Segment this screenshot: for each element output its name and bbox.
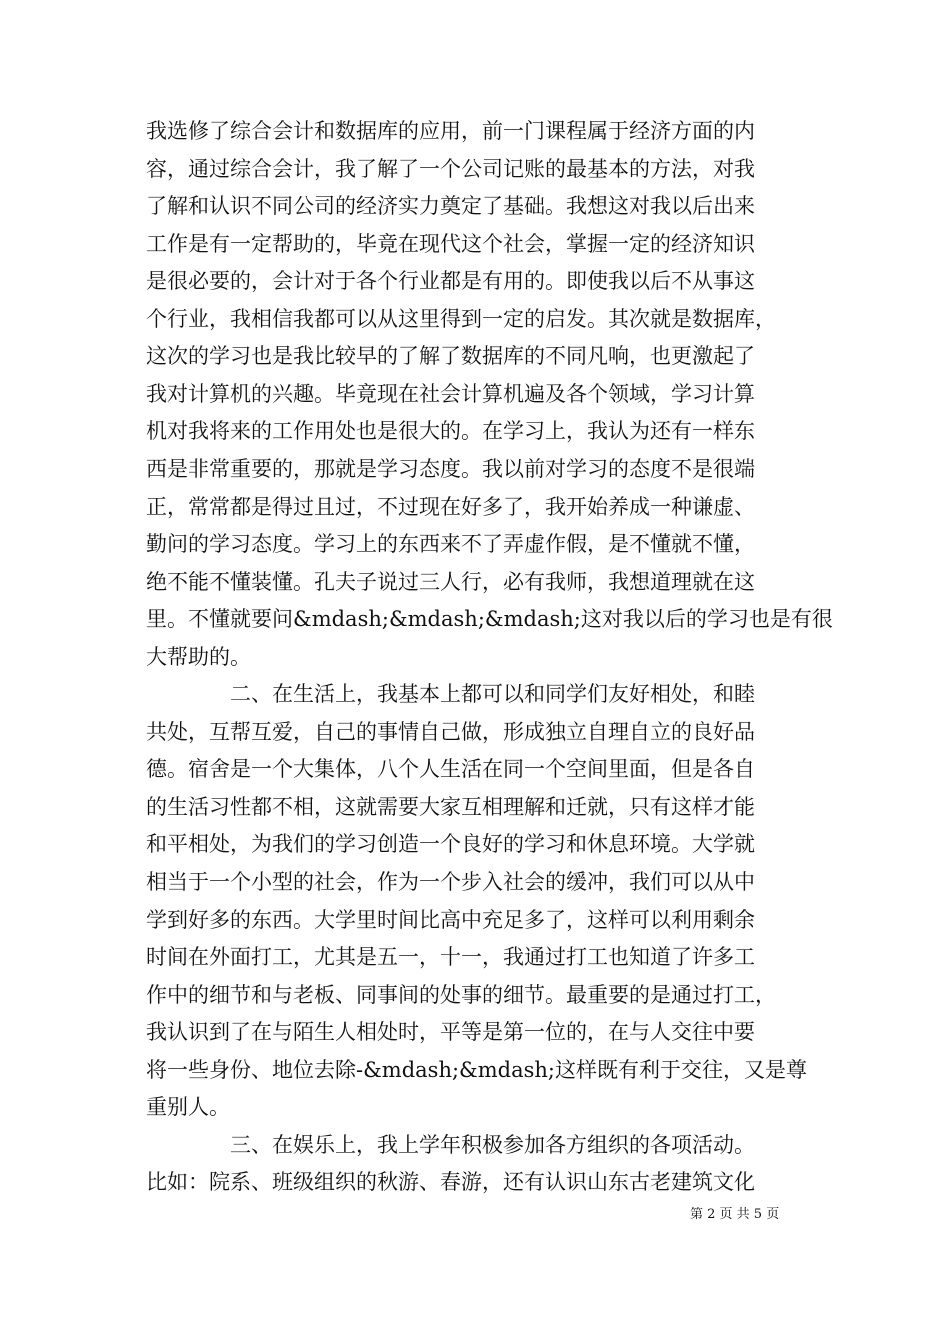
text-line: 学到好多的东西。大学里时间比高中充足多了，这样可以利用剩余: [146, 908, 755, 932]
text-line: 容，通过综合会计，我了解了一个公司记账的最基本的方法，对我: [146, 157, 755, 181]
text-line: 作中的细节和与老板、同事间的处事的细节。最重要的是通过打工，: [146, 983, 776, 1007]
text-line: 绝不能不懂装懂。孔夫子说过三人行，必有我师，我想道理就在这: [146, 570, 755, 594]
text-line: 重别人。: [146, 1095, 230, 1119]
text-line: 共处，互帮互爱，自己的事情自己做，形成独立自理自立的良好品: [146, 720, 755, 744]
page-footer: 第 2 页 共 5 页: [690, 1207, 780, 1222]
text-line: 我对计算机的兴趣。毕竟现在社会计算机遍及各个领域，学习计算: [146, 382, 755, 406]
text-line: 勤问的学习态度。学习上的东西来不了弄虚作假，是不懂就不懂，: [146, 532, 755, 556]
text-line: 个行业，我相信我都可以从这里得到一定的启发。其次就是数据库，: [146, 307, 776, 331]
text-line: 相当于一个小型的社会，作为一个步入社会的缓冲，我们可以从中: [146, 870, 755, 894]
text-line: 这次的学习也是我比较早的了解了数据库的不同凡响，也更激起了: [146, 344, 755, 368]
text-line: 大帮助的。: [146, 645, 251, 669]
text-line: 了解和认识不同公司的经济实力奠定了基础。我想这对我以后出来: [146, 194, 755, 218]
text-line: 将一些身份、地位去除-&mdash;&mdash;这样既有利于交往，又是尊: [146, 1058, 807, 1082]
text-line: 的生活习性都不相，这就需要大家互相理解和迁就，只有这样才能: [146, 795, 755, 819]
text-line: 德。宿舍是一个大集体，八个人生活在同一个空间里面，但是各自: [146, 757, 755, 781]
text-line: 我选修了综合会计和数据库的应用，前一门课程属于经济方面的内: [146, 119, 755, 143]
text-line: 机对我将来的工作用处也是很大的。在学习上，我认为还有一样东: [146, 419, 755, 443]
text-line: 我认识到了在与陌生人相处时，平等是第一位的，在与人交往中要: [146, 1020, 755, 1044]
text-line: 工作是有一定帮助的，毕竟在现代这个社会，掌握一定的经济知识: [146, 232, 755, 256]
text-line: 正，常常都是得过且过，不过现在好多了，我开始养成一种谦虚、: [146, 495, 755, 519]
text-line: 是很必要的，会计对于各个行业都是有用的。即使我以后不从事这: [146, 269, 755, 293]
text-line: 比如：院系、班级组织的秋游、春游，还有认识山东古老建筑文化: [146, 1170, 755, 1194]
text-line: 里。不懂就要问&mdash;&mdash;&mdash;这对我以后的学习也是有很: [146, 607, 833, 631]
text-line: 西是非常重要的，那就是学习态度。我以前对学习的态度不是很端: [146, 457, 755, 481]
text-line: 二、在生活上，我基本上都可以和同学们友好相处，和睦: [146, 682, 755, 706]
text-line: 和平相处，为我们的学习创造一个良好的学习和休息环境。大学就: [146, 832, 755, 856]
text-line: 时间在外面打工，尤其是五一，十一，我通过打工也知道了许多工: [146, 945, 755, 969]
text-line: 三、在娱乐上，我上学年积极参加各方组织的各项活动。: [146, 1133, 755, 1157]
